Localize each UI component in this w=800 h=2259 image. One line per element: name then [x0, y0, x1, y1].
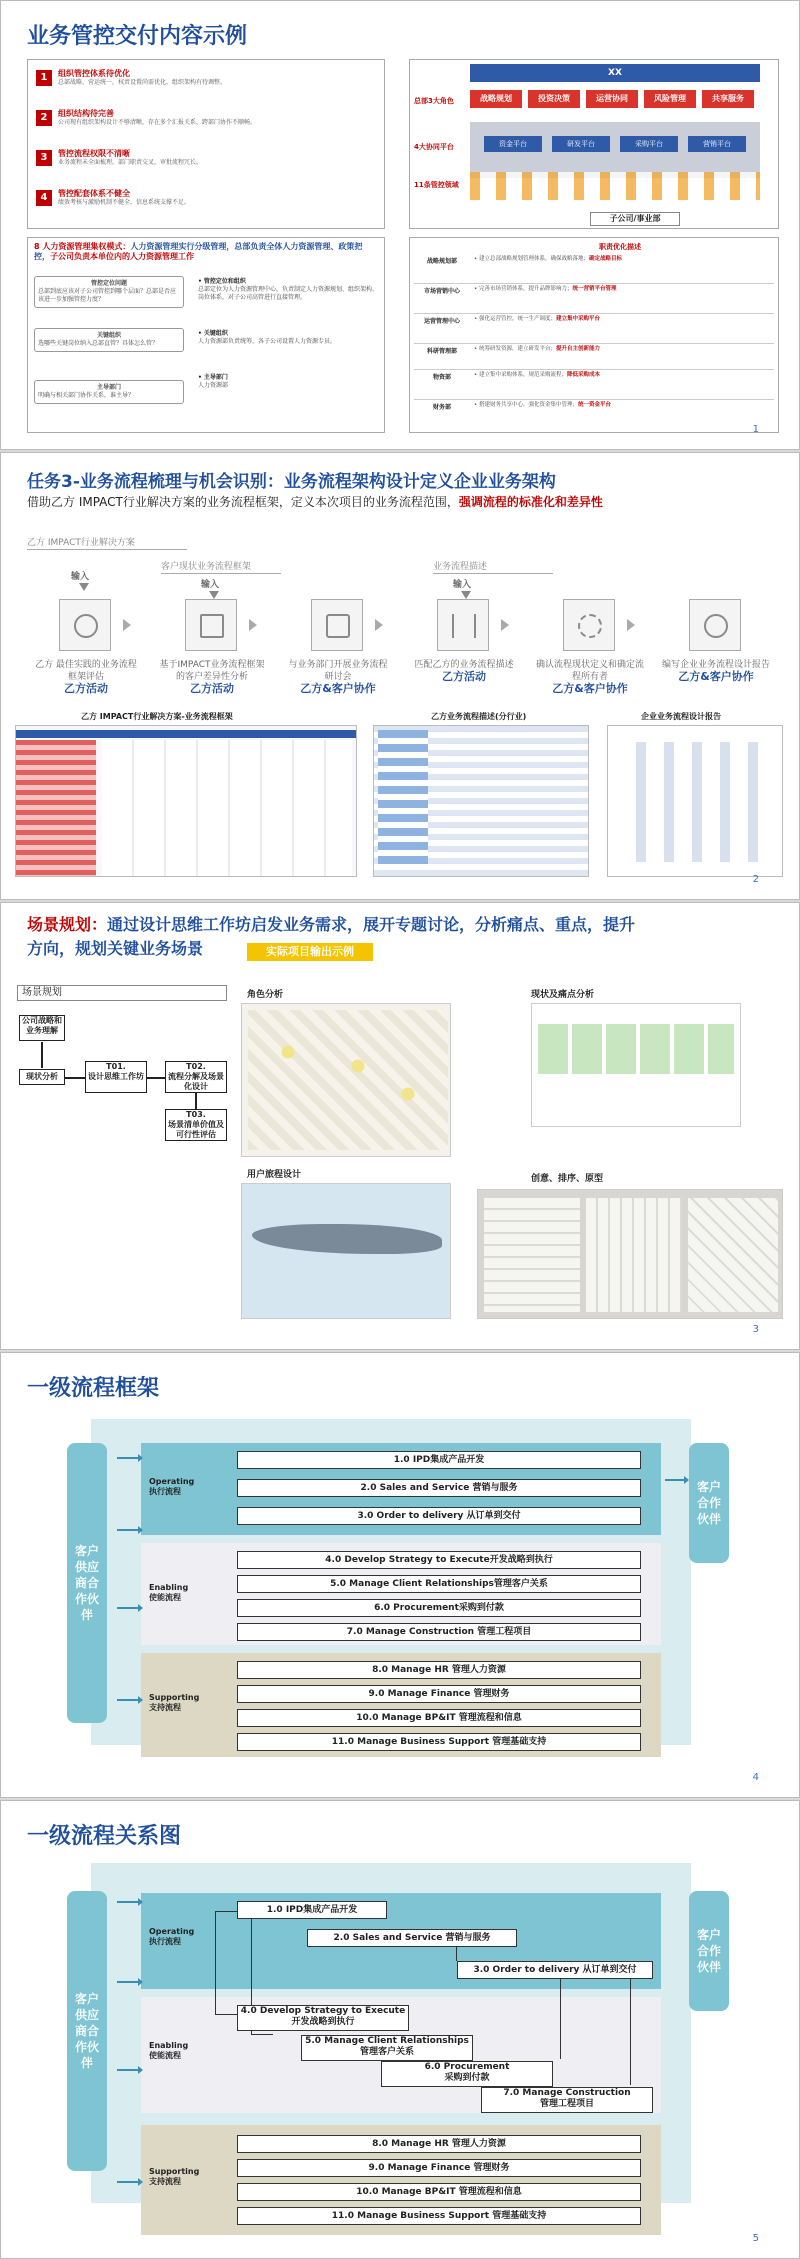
persona-photo	[241, 1003, 451, 1157]
question-box: 关键组织 选哪些关键岗位纳入总部直管？具体怎么管？	[34, 328, 184, 352]
platform-box: 采购平台	[620, 136, 678, 152]
customer-partner-right: 客户 合作 伙伴	[689, 1443, 729, 1563]
process-box: 3.0 Order to delivery 从订单到交付	[457, 1961, 653, 1979]
process-box: 2.0 Sales and Service 营销与服务	[237, 1479, 641, 1497]
question-box: 主导部门 明确与相关部门协作关系，谁主导？	[34, 380, 184, 404]
subsidiary-box: 子公司/事业部	[590, 212, 680, 226]
table-row: 市场营销中心 • 完善市场营销体系，提升品牌影响力；统一营销平台管理	[414, 286, 774, 314]
page-number: 3	[752, 1324, 759, 1335]
prototype-photo	[477, 1189, 783, 1319]
page-number: 4	[752, 1772, 759, 1783]
slide-title: 任务3-业务流程梳理与机会识别：业务流程架构设计定义企业业务架构	[27, 472, 556, 492]
process-box: 1.0 IPD集成产品开发	[237, 1901, 387, 1919]
gear-icon	[563, 599, 615, 651]
slide-title: 业务管控交付内容示例	[27, 24, 248, 49]
platform-box: 营销平台	[688, 136, 746, 152]
slide-1	[0, 0, 800, 450]
panel-title: 乙方 IMPACT行业解决方案-业务流程框架	[81, 712, 233, 721]
t02-box: T02. 流程分解及场景化设计	[165, 1061, 227, 1093]
customer-partner-right: 客户 合作 伙伴	[689, 1891, 729, 2011]
slide-2: 任务3-业务流程梳理与机会识别：业务流程架构设计定义企业业务架构 借助乙方 IMPACT行业解决方案的业务流程框架，定义本次项目的业务流程范围，强调流程的标准化和差异性 乙方 IMPACT行业解决方案 客户现状业务流程框架 业务流程描述 输入 输入 输入 乙方 最佳实践的业务流程框架评估 乙方活动 基于IMPACT业务流程框架的客户差异性分析 乙方活动 与业务部门开展业务流程 研讨会 乙方&客户协作 匹配乙方的业务流程描述 乙方活动 确认流程现状定义和确定流程所有者 乙方&客户协作 编写企业业务流程设计报告 乙方&客户协作 乙方 IMPACT行业解决方案-业务流程框架 乙方业务流程描述(分行业) 企业业务流程设计报告 2	[0, 452, 800, 900]
process-box: 4.0 Develop Strategy to Execute开发战略到执行	[237, 1551, 641, 1569]
process-box: 11.0 Manage Business Support 管理基础支持	[237, 1733, 641, 1751]
process-box: 10.0 Manage BP&IT 管理流程和信息	[237, 2183, 641, 2201]
process-box: 1.0 IPD集成产品开发	[237, 1451, 641, 1469]
magnifier-icon	[59, 599, 111, 651]
platform-box: 研发平台	[552, 136, 610, 152]
table-row: 运营管理中心 • 强化运营管控，统一生产调度；建立集中采购平台	[414, 316, 774, 344]
process-description-thumbnail	[373, 725, 589, 877]
role-box: 投资决策	[528, 90, 580, 108]
process-box: 5.0 Manage Client Relationships管理客户关系	[237, 1575, 641, 1593]
step-label: 确认流程现状定义和确定流程所有者 乙方&客户协作	[535, 660, 644, 695]
slide-title: 场景规划：通过设计思维工作坊启发业务需求，展开专题讨论，分析痛点、重点，提升方向，规划关键业务场景	[27, 915, 636, 958]
page-number: 1	[752, 424, 759, 435]
question-box: 管控定位问题 总部到底应该对子公司管控到哪个层面？总部是否应该进一步加强管控力度？	[34, 276, 184, 308]
network-icon	[689, 599, 741, 651]
section-label: 现状及痛点分析	[531, 990, 595, 1000]
process-box: 7.0 Manage Construction 管理工程项目	[481, 2087, 653, 2113]
slide-title: 一级流程框架	[27, 1376, 160, 1401]
enabling-band: Enabling 使能流程	[141, 1997, 661, 2113]
step-label: 乙方 最佳实践的业务流程框架评估 乙方活动	[35, 660, 137, 695]
journey-photo	[241, 1183, 451, 1319]
table-row: 财务部 • 搭建财务共享中心，强化资金集中管理；统一资金平台	[432, 402, 612, 411]
slide-title: 一级流程关系图	[27, 1824, 182, 1849]
slide-3	[0, 902, 800, 1350]
process-box: 4.0 Develop Strategy to Execute 开发战略到执行	[237, 2005, 409, 2031]
current-analysis-box: 现状分析	[19, 1069, 65, 1085]
process-box: 6.0 Procurement 采购到付款	[381, 2061, 553, 2087]
customer-supplier-left: 客户 供应 商合 作伙 伴	[67, 1891, 107, 2171]
table-row: 物资部 • 建立集中采购体系，规范采购流程；降低采购成本	[414, 372, 774, 400]
process-box: 2.0 Sales and Service 营销与服务	[307, 1929, 517, 1947]
issue-item: 1 组织管控体系待优化 总部战略、营运统一，权责设置尚需优化，组织架构有待调整。	[36, 66, 376, 100]
process-box: 8.0 Manage HR 管理人力资源	[237, 2135, 641, 2153]
table-row: 科研管理部 • 统筹研发资源，建立研发平台；提升自主创新能力	[414, 346, 774, 370]
operating-band: Operating 执行流程	[141, 1893, 661, 1989]
section-label: 角色分析	[247, 990, 284, 1000]
t03-box: T03. 场景清单价值及可行性评估	[165, 1109, 227, 1141]
scene-planning-flow: 场景规划 公司战略和业务理解 现状分析 T01. 设计思维工作坊 T02. 流程分解及场景化设计 T03. 场景清单价值及可行性评估	[17, 985, 225, 1315]
hr-control-heading: 8 人力资源管理集权模式：人力资源管理实行分级管理，总部负责全体人力资源管理、政策把控，子公司负责本单位内的人力资源管理工作	[34, 242, 363, 261]
issue-item: 3 管控流程权限不清晰 业务流程未全面梳理，部门职责交叉，审批流程冗长。	[36, 146, 376, 180]
table-row: 战略规划部 • 建立总部战略规划管理体系，确保战略落地；确定战略目标	[414, 256, 774, 284]
role-box: 共享服务	[702, 90, 754, 108]
step-label: 编写企业业务流程设计报告 乙方&客户协作	[661, 660, 770, 683]
platform-box: 资金平台	[484, 136, 542, 152]
role-box: 战略规划	[470, 90, 522, 108]
group-bar: XX	[470, 64, 760, 82]
process-box: 8.0 Manage HR 管理人力资源	[237, 1661, 641, 1679]
answer-column: • 管控定位和组织 总部定位为人力资源管理中心，负责制定人力资源规划、组织架构、岗位体系，对子公司高管进行直接管理。 • 关键组织 人力资源部负责统筹，各子公司设置人力资源专员。 • 主导部门 人力资源部	[198, 278, 379, 389]
supporting-band: Supporting 支持流程	[141, 1653, 661, 1757]
process-framework-thumbnail	[15, 725, 357, 877]
issue-item: 2 组织结构待完善 公司现有组织架构设计不够清晰，存在多个汇报关系，跨部门协作不顺畅。	[36, 106, 376, 140]
page-number: 5	[752, 2233, 759, 2244]
panel-title: 企业业务流程设计报告	[641, 712, 721, 721]
hr-control-panel	[27, 237, 385, 433]
process-box: 9.0 Manage Finance 管理财务	[237, 2159, 641, 2177]
slide-5	[0, 1800, 800, 2259]
operating-band: Operating 执行流程	[141, 1443, 661, 1535]
process-box: 11.0 Manage Business Support 管理基础支持	[237, 2207, 641, 2225]
issues-panel	[27, 59, 385, 229]
duty-table: 职责优化描述 战略规划部 • 建立总部战略规划管理体系，确保战略落地；确定战略目标 市场营销中心 • 完善市场营销体系，提升品牌影响力；统一营销平台管理 运营管理中心 • 强化运营管控，统一生产调度；建立集中采购平台 科研管理部 • 统筹研发资源，建立研发平台；提升自主创新能力 物资部 • 建立集中采购体系，规范采购流程；降低采购成本 财务部 • 搭建财务共享中心，强化资金集中管理；统一资金平台	[409, 237, 779, 433]
t01-box: T01. 设计思维工作坊	[85, 1061, 147, 1093]
document-icon	[185, 599, 237, 651]
process-box: 3.0 Order to delivery 从订单到交付	[237, 1507, 641, 1525]
pain-point-photo	[531, 1003, 741, 1127]
step-label: 与业务部门开展业务流程 研讨会 乙方&客户协作	[288, 660, 388, 695]
section-label: 用户旅程设计	[247, 1170, 302, 1180]
role-box: 运营协同	[586, 90, 638, 108]
panel-title: 乙方业务流程描述(分行业)	[431, 712, 527, 721]
workshop-icon	[311, 599, 363, 651]
process-box: 7.0 Manage Construction 管理工程项目	[237, 1623, 641, 1641]
process-box: 5.0 Manage Client Relationships 管理客户关系	[301, 2035, 473, 2061]
enabling-band: Enabling 使能流程	[141, 1543, 661, 1645]
role-box: 风险管理	[644, 90, 696, 108]
slide-subtitle: 借助乙方 IMPACT行业解决方案的业务流程框架，定义本次项目的业务流程范围，强调流程的标准化和差异性	[27, 495, 603, 509]
sliders-icon	[437, 599, 489, 651]
customer-supplier-left: 客户 供应 商合 作伙 伴	[67, 1443, 107, 1723]
sample-badge: 实际项目输出示例	[247, 943, 373, 961]
strategy-box: 公司战略和业务理解	[19, 1015, 65, 1041]
control-model-diagram: XX 总部3大角色 4大协同平台 11条管控领域 战略规划 投资决策 运营协同 风险管理 共享服务 资金平台 研发平台 采购平台 营销平台 子公司/事业部	[409, 59, 779, 229]
design-report-thumbnail	[607, 725, 783, 877]
supporting-band: Supporting 支持流程	[141, 2125, 661, 2235]
process-box: 6.0 Procurement采购到付款	[237, 1599, 641, 1617]
process-box: 9.0 Manage Finance 管理财务	[237, 1685, 641, 1703]
issue-item: 4 管控配套体系不健全 绩效考核与激励机制不健全，信息系统支撑不足。	[36, 186, 376, 220]
section-label: 创意、排序、原型	[531, 1174, 604, 1184]
step-label: 匹配乙方的业务流程描述 乙方活动	[414, 660, 514, 683]
process-box: 10.0 Manage BP&IT 管理流程和信息	[237, 1709, 641, 1727]
page-number: 2	[752, 874, 759, 885]
slide-4	[0, 1352, 800, 1798]
step-label: 基于IMPACT业务流程框架的客户差异性分析 乙方活动	[159, 660, 265, 695]
